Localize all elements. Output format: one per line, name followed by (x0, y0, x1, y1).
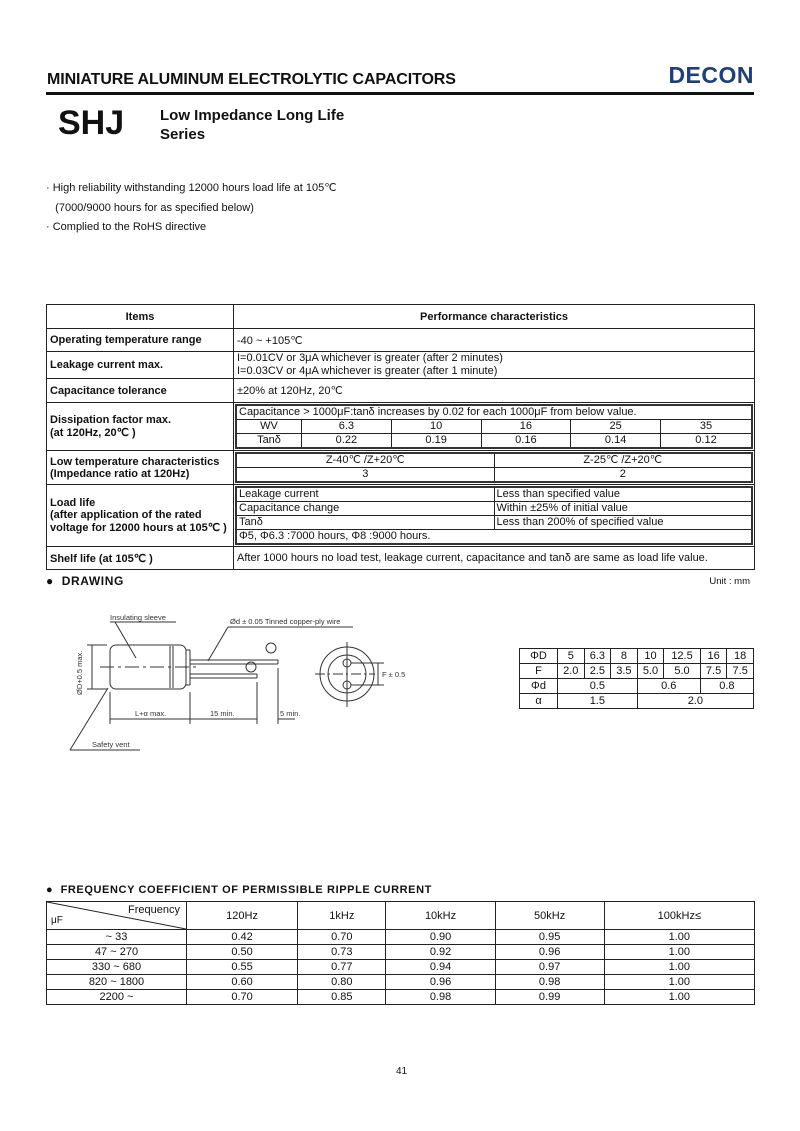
cap-range: ~ 33 (47, 930, 187, 945)
spec-row-operating-temp (47, 329, 755, 352)
load-life-note: Φ5, Φ6.3 :7000 hours, Φ8 :9000 hours. (236, 530, 752, 545)
dim-cell: 8 (611, 649, 638, 664)
spec-item (47, 485, 234, 547)
spec-item-line: (at 120Hz, 20℃ ) (50, 427, 136, 439)
ripple-row (47, 930, 755, 945)
load-life-param: Tanδ (236, 516, 494, 530)
spec-item (47, 451, 234, 485)
series-desc-line1: Low Impedance Long Life (160, 107, 345, 124)
dim-cell: 12.5 (664, 649, 701, 664)
freq-header: 10kHz (386, 902, 495, 930)
label-vent: Safety vent (92, 740, 130, 749)
dim-row-F (520, 664, 754, 679)
dim-cell: 0.8 (700, 679, 753, 694)
dimension-table (519, 648, 754, 709)
cap-range: 47 ~ 270 (47, 945, 187, 960)
spec-row-leakage (47, 352, 755, 379)
coef-cell: 0.99 (495, 990, 604, 1005)
feature-item: · Complied to the RoHS directive (46, 221, 207, 233)
dim-label: Φd (520, 679, 558, 694)
spec-item (47, 403, 234, 451)
coef-cell: 0.95 (495, 930, 604, 945)
corner-uf-label: μF (51, 915, 63, 926)
coef-cell: 1.00 (604, 945, 754, 960)
freq-header: 50kHz (495, 902, 604, 930)
coef-cell: 0.85 (298, 990, 386, 1005)
coef-cell: 0.96 (386, 975, 495, 990)
ripple-table (46, 901, 755, 1005)
spec-header-row (47, 305, 755, 329)
tan-label: Tanδ (236, 434, 302, 449)
series-code: SHJ (58, 104, 125, 142)
coef-cell: 0.80 (298, 975, 386, 990)
spec-table (46, 304, 755, 570)
leakage-line: I=0.03CV or 4μA whichever is greater (after 1 minute) (237, 365, 498, 377)
ripple-row (47, 975, 755, 990)
spec-value (234, 485, 755, 547)
label-lead2: 5 min. (280, 709, 301, 718)
label-sleeve: Insulating sleeve (110, 613, 166, 622)
coef-cell: 1.00 (604, 990, 754, 1005)
dim-cell: 5.0 (664, 664, 701, 679)
dissipation-note: Capacitance > 1000μF:tanδ increases by 0.02 for each 1000μF from below value. (236, 405, 752, 420)
coef-cell: 0.42 (187, 930, 298, 945)
coef-cell: 0.96 (495, 945, 604, 960)
cap-range: 820 ~ 1800 (47, 975, 187, 990)
dim-cell: 2.0 (558, 664, 585, 679)
dim-cell: 5 (558, 649, 585, 664)
spec-value: After 1000 hours no load test, leakage current, capacitance and tanδ are same as load life value. (234, 547, 755, 570)
wv-label: WV (236, 420, 302, 434)
dim-row-D (520, 649, 754, 664)
load-life-table (235, 486, 753, 545)
wv-cell: 35 (661, 420, 753, 434)
spec-row-cap-tolerance (47, 379, 755, 403)
cap-range: 330 ~ 680 (47, 960, 187, 975)
spec-row-dissipation (47, 403, 755, 451)
dim-cell: 1.5 (558, 694, 638, 709)
spec-item: Shelf life (at 105℃ ) (47, 547, 234, 570)
tan-cell: 0.12 (661, 434, 753, 449)
freq-header: 100kHz≤ (604, 902, 754, 930)
coef-cell: 1.00 (604, 975, 754, 990)
coef-cell: 0.98 (495, 975, 604, 990)
spec-row-low-temp (47, 451, 755, 485)
wv-cell: 25 (571, 420, 661, 434)
dim-cell: 0.6 (637, 679, 700, 694)
corner-frequency-label: Frequency (128, 904, 180, 916)
ripple-row (47, 990, 755, 1005)
ripple-corner-cell (47, 902, 187, 930)
dim-cell: 18 (727, 649, 754, 664)
ripple-heading-text: FREQUENCY COEFFICIENT OF PERMISSIBLE RIPPLE CURRENT (60, 884, 432, 896)
coef-cell: 0.90 (386, 930, 495, 945)
spec-item-line: voltage for 12000 hours at 105℃ ) (50, 522, 227, 534)
col-header-items: Items (47, 305, 234, 329)
label-lead1: 15 min. (210, 709, 235, 718)
leakage-line: I=0.01CV or 3μA whichever is greater (after 2 minutes) (237, 352, 503, 364)
coef-cell: 0.70 (187, 990, 298, 1005)
spec-value: ±20% at 120Hz, 20℃ (234, 379, 755, 403)
col-header-performance: Performance characteristics (234, 305, 755, 329)
wv-row (236, 420, 752, 434)
capacitor-body (110, 645, 186, 689)
coef-cell: 0.60 (187, 975, 298, 990)
load-life-criteria: Within ±25% of initial value (494, 502, 752, 516)
spec-item: Capacitance tolerance (47, 379, 234, 403)
load-life-criteria: Less than 200% of specified value (494, 516, 752, 530)
spec-item: Leakage current max. (47, 352, 234, 379)
coef-cell: 0.50 (187, 945, 298, 960)
series-desc-line2: Series (160, 126, 206, 143)
low-temp-col: Z-25℃ /Z+20℃ (494, 453, 752, 468)
coef-cell: 0.94 (386, 960, 495, 975)
label-diameter: ØD+0.5 max. (75, 650, 84, 695)
dim-label: α (520, 694, 558, 709)
coef-cell: 0.92 (386, 945, 495, 960)
dim-cell: 7.5 (727, 664, 754, 679)
dissipation-table (235, 404, 753, 449)
coef-cell: 0.70 (298, 930, 386, 945)
dim-cell: 6.3 (584, 649, 611, 664)
ripple-row (47, 945, 755, 960)
bullet-icon: ● (46, 574, 54, 588)
dim-cell: 16 (700, 649, 727, 664)
dim-cell: 0.5 (558, 679, 638, 694)
spec-value (234, 451, 755, 485)
load-life-row (236, 502, 752, 516)
dim-label: F (520, 664, 558, 679)
cap-range: 2200 ~ (47, 990, 187, 1005)
dim-cell: 2.0 (637, 694, 753, 709)
tan-cell: 0.16 (481, 434, 571, 449)
dim-label: ΦD (520, 649, 558, 664)
load-life-row (236, 487, 752, 502)
label-length: L+α max. (135, 709, 167, 718)
bullet-icon: ● (46, 884, 54, 896)
plus-marker (266, 643, 276, 653)
dim-row-d (520, 679, 754, 694)
ripple-header-row (47, 902, 755, 930)
header-divider (46, 92, 754, 95)
coef-cell: 0.77 (298, 960, 386, 975)
freq-header: 120Hz (187, 902, 298, 930)
coef-cell: 0.97 (495, 960, 604, 975)
coef-cell: 0.98 (386, 990, 495, 1005)
load-life-param: Leakage current (236, 487, 494, 502)
capacitor-drawing (60, 612, 440, 757)
low-temp-val: 3 (236, 468, 494, 483)
spec-item-line: Load life (50, 497, 96, 509)
coef-cell: 0.73 (298, 945, 386, 960)
ripple-row (47, 960, 755, 975)
spec-item: Operating temperature range (47, 329, 234, 352)
spec-value (234, 403, 755, 451)
series-description (160, 106, 344, 144)
spec-item-line: (Impedance ratio at 120Hz) (50, 467, 190, 480)
wv-cell: 16 (481, 420, 571, 434)
tan-cell: 0.14 (571, 434, 661, 449)
wv-cell: 6.3 (302, 420, 392, 434)
load-life-criteria: Less than specified value (494, 487, 752, 502)
low-temp-val: 2 (494, 468, 752, 483)
spec-item-line: Dissipation factor max. (50, 414, 172, 426)
tan-cell: 0.19 (391, 434, 481, 449)
dim-cell: 2.5 (584, 664, 611, 679)
spec-row-shelf-life (47, 547, 755, 570)
coef-cell: 1.00 (604, 930, 754, 945)
brand-logo: DECON (668, 62, 754, 88)
spec-value: -40 ~ +105℃ (234, 329, 755, 352)
dim-cell: 7.5 (700, 664, 727, 679)
load-life-row (236, 516, 752, 530)
spec-value (234, 352, 755, 379)
feature-item: (7000/9000 hours for as specified below) (46, 201, 254, 214)
load-life-param: Capacitance change (236, 502, 494, 516)
feature-item: · High reliability withstanding 12000 hours load life at 105℃ (46, 182, 337, 194)
dim-cell: 10 (637, 649, 664, 664)
low-temp-col: Z-40℃ /Z+20℃ (236, 453, 494, 468)
drawing-heading-text: DRAWING (61, 574, 124, 588)
page-number: 41 (396, 1066, 408, 1077)
tan-row (236, 434, 752, 449)
dim-cell: 5.0 (637, 664, 664, 679)
drawing-heading (46, 574, 124, 588)
low-temp-table (235, 452, 753, 483)
unit-label: Unit : mm (709, 576, 750, 587)
ripple-heading (46, 884, 432, 896)
feature-list (46, 179, 337, 238)
spec-row-load-life (47, 485, 755, 547)
label-wire: Ød ± 0.05 Tinned copper-ply wire (230, 617, 341, 626)
label-pitch: F ± 0.5 (382, 670, 406, 679)
coef-cell: 0.55 (187, 960, 298, 975)
wv-cell: 10 (391, 420, 481, 434)
document-title: MINIATURE ALUMINUM ELECTROLYTIC CAPACITORS (47, 71, 456, 88)
dim-cell: 3.5 (611, 664, 638, 679)
coef-cell: 1.00 (604, 960, 754, 975)
spec-item-line: Low temperature characteristics (50, 455, 220, 468)
dim-row-alpha (520, 694, 754, 709)
freq-header: 1kHz (298, 902, 386, 930)
spec-item-line: (after application of the rated (50, 509, 202, 521)
tan-cell: 0.22 (302, 434, 392, 449)
